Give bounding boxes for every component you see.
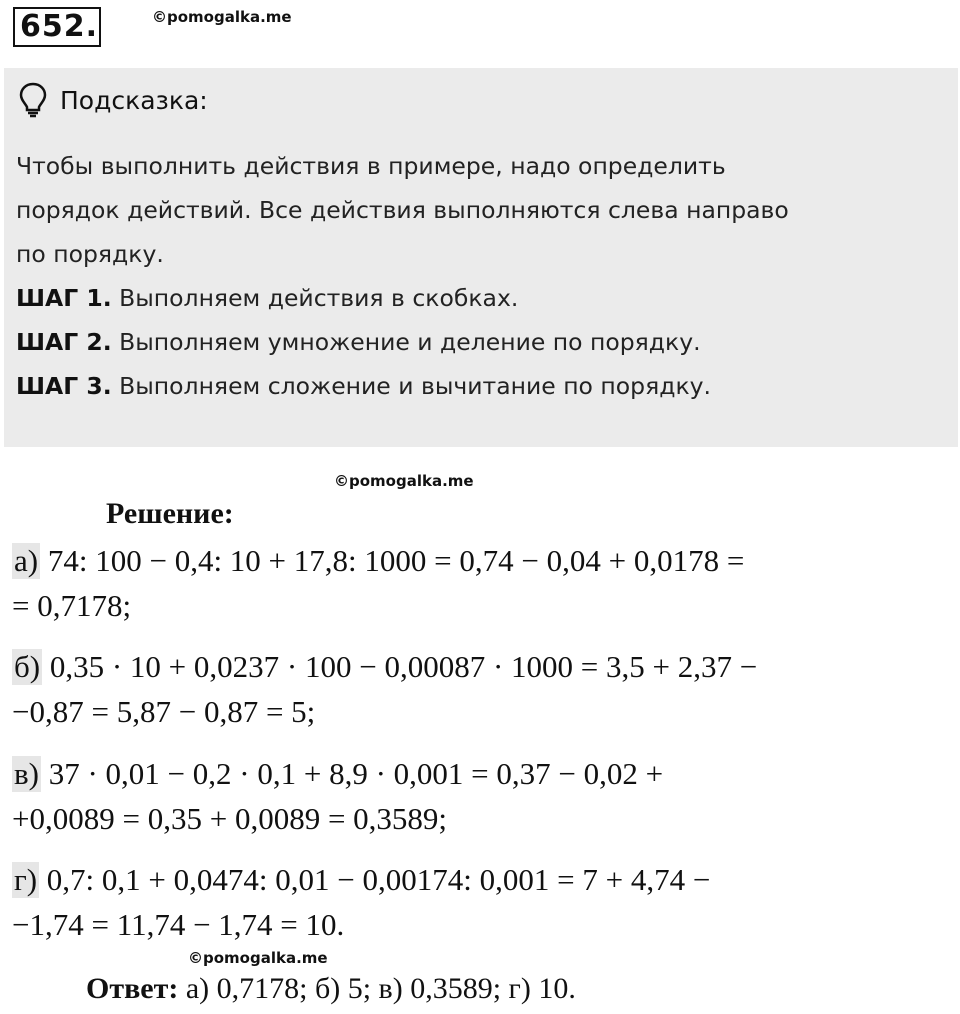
step-label: ШАГ 2. bbox=[16, 328, 112, 356]
solution-heading: Решение: bbox=[106, 497, 234, 530]
item-letter-b: б) bbox=[14, 649, 41, 684]
hint-header bbox=[18, 82, 208, 118]
solution-v-line1 bbox=[12, 756, 663, 792]
solution-a-line1 bbox=[12, 543, 744, 579]
expression: 37 · 0,01 − 0,2 · 0,1 + 8,9 · 0,001 = 0,37 − 0,02 + bbox=[40, 756, 664, 791]
hint-step-3 bbox=[16, 364, 946, 408]
problem-number: 652. bbox=[13, 7, 101, 47]
step-text: Выполняем действия в скобках. bbox=[111, 284, 519, 312]
watermark-top: ©pomogalka.me bbox=[152, 8, 292, 26]
item-letter-g: г) bbox=[14, 862, 38, 897]
solution-a-line2: = 0,7178; bbox=[12, 588, 132, 623]
hint-step-2 bbox=[16, 320, 946, 364]
item-letter-v: в) bbox=[14, 756, 39, 791]
solution-v-line2: +0,0089 = 0,35 + 0,0089 = 0,3589; bbox=[12, 801, 448, 836]
hint-box bbox=[4, 68, 958, 447]
item-letter-a: а) bbox=[14, 543, 39, 578]
expression: 74: 100 − 0,4: 10 + 17,8: 1000 = 0,74 − 0,04 + 0,0178 = bbox=[40, 543, 745, 578]
answer bbox=[86, 972, 576, 1006]
lightbulb-icon bbox=[18, 82, 48, 118]
answer-label: Ответ: bbox=[86, 972, 179, 1005]
solution-b-line2: −0,87 = 5,87 − 0,87 = 5; bbox=[12, 694, 316, 729]
answer-text: а) 0,7178; б) 5; в) 0,3589; г) 10. bbox=[178, 972, 576, 1005]
hint-intro-line: Чтобы выполнить действия в примере, надо определить bbox=[16, 152, 726, 180]
watermark-bottom: ©pomogalka.me bbox=[188, 949, 328, 967]
step-text: Выполняем умножение и деление по порядку. bbox=[111, 328, 701, 356]
hint-intro-line: по порядку. bbox=[16, 240, 164, 268]
step-label: ШАГ 3. bbox=[16, 372, 112, 400]
watermark-middle: ©pomogalka.me bbox=[334, 472, 474, 490]
step-text: Выполняем сложение и вычитание по порядку. bbox=[111, 372, 712, 400]
step-label: ШАГ 1. bbox=[16, 284, 112, 312]
solution-g-line1 bbox=[12, 862, 710, 898]
solution-b-line1 bbox=[12, 649, 757, 685]
hint-text bbox=[16, 144, 946, 408]
expression: 0,7: 0,1 + 0,0474: 0,01 − 0,00174: 0,001 = 7 + 4,74 − bbox=[39, 862, 711, 897]
hint-step-1 bbox=[16, 276, 946, 320]
hint-intro-line: порядок действий. Все действия выполняются слева направо bbox=[16, 196, 789, 224]
expression: 0,35 · 10 + 0,0237 · 100 − 0,00087 · 1000 = 3,5 + 2,37 − bbox=[42, 649, 758, 684]
solution-g-line2: −1,74 = 11,74 − 1,74 = 10. bbox=[12, 907, 345, 942]
hint-title: Подсказка: bbox=[60, 85, 208, 115]
